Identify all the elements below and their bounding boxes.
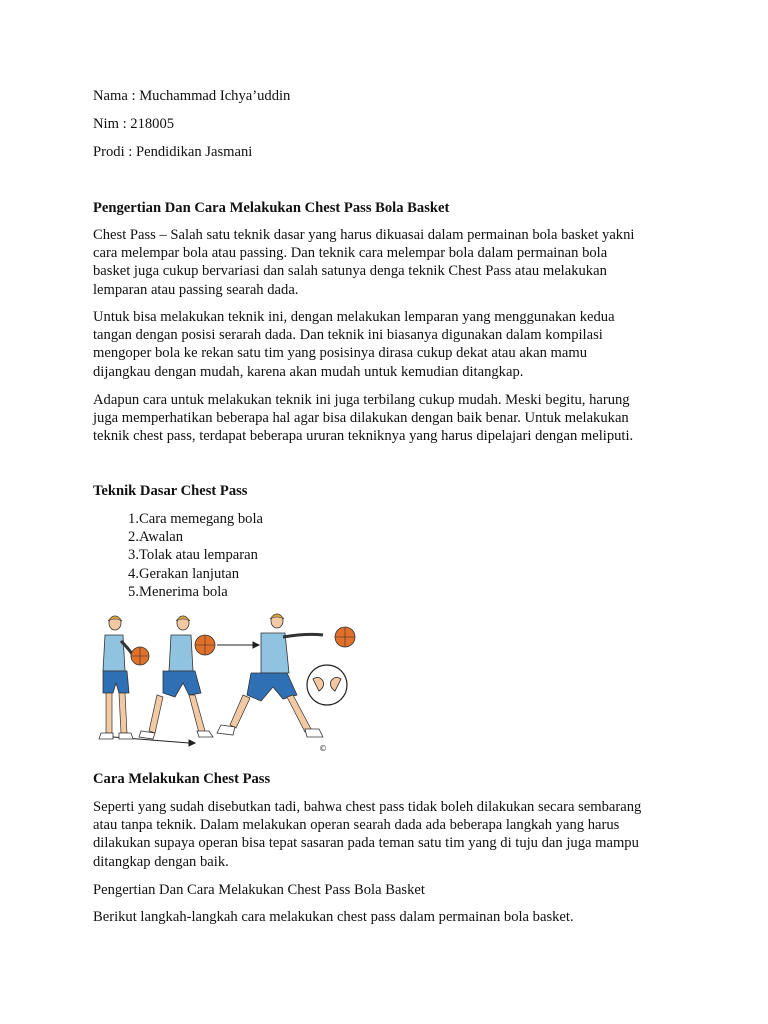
paragraph-line: Adapun cara untuk melakukan teknik ini juga terbilang cukup mudah. Meski begitu, harung bbox=[93, 392, 630, 408]
paragraph-technique-usage bbox=[93, 308, 683, 381]
paragraph-line: basket juga cukup bervariasi dan salah satunya denga teknik Chest Pass atau melakukan bbox=[93, 263, 607, 280]
paragraph-line: mengoper bola ke rekan satu tim yang posisinya dirasa cukup dekat atau akan mamu bbox=[93, 345, 588, 362]
paragraph-line: juga memperhatikan beberapa hal agar bisa dilakukan dengan baik benar. Untuk melakukan bbox=[93, 410, 629, 427]
list-item: 5.Menerima bola bbox=[128, 583, 228, 600]
paragraph-line: teknik chest pass, terdapat beberapa ururan tekniknya yang harus dipelajari dengan meliputi. bbox=[93, 428, 634, 445]
paragraph-line: lemparan atau passing searah dada. bbox=[93, 281, 299, 298]
paragraph-line: Chest Pass – Salah satu teknik dasar yang harus dikuasai dalam permainan bola basket yakni bbox=[93, 227, 635, 243]
paragraph-repeat-title: Pengertian Dan Cara Melakukan Chest Pass Bola Basket bbox=[93, 882, 425, 898]
study-program: Prodi : Pendidikan Jasmani bbox=[93, 144, 253, 160]
paragraph-line: ditangkap dengan baik. bbox=[93, 853, 229, 870]
hand-detail-icon bbox=[307, 665, 347, 705]
paragraph-line: Untuk bisa melakukan teknik ini, dengan melakukan lemparan yang menggunakan kedua bbox=[93, 309, 615, 325]
paragraph-line: dilakukan supaya operan bisa tepat sasaran pada teman satu tim yang di tuju dan juga mampu bbox=[93, 835, 639, 852]
paragraph-line: dijangkau dengan mudah, karena akan mudah untuk kemudian ditangkap. bbox=[93, 363, 524, 380]
list-item: 4.Gerakan lanjutan bbox=[128, 565, 240, 582]
player-figure-1 bbox=[99, 616, 149, 739]
technique-steps-list bbox=[93, 510, 263, 601]
section-title-pengertian: Pengertian Dan Cara Melakukan Chest Pass Bola Basket bbox=[93, 200, 450, 216]
list-item: 3.Tolak atau lemparan bbox=[128, 547, 258, 564]
paragraph-steps-intro bbox=[93, 798, 683, 871]
chest-pass-illustration bbox=[93, 609, 365, 761]
student-id: Nim : 218005 bbox=[93, 116, 175, 132]
paragraph-how-to bbox=[93, 391, 683, 446]
section-title-cara-melakukan: Cara Melakukan Chest Pass bbox=[93, 771, 271, 787]
paragraph-closing: Berikut langkah-langkah cara melakukan chest pass dalam permainan bola basket. bbox=[93, 909, 574, 925]
list-item: 2.Awalan bbox=[128, 529, 184, 546]
paragraph-line: Seperti yang sudah disebutkan tadi, bahwa chest pass tidak boleh dilakukan secara sembarang bbox=[93, 799, 642, 815]
student-name: Nama : Muchammad Ichya’uddin bbox=[93, 88, 291, 104]
paragraph-line: tangan dengan posisi serarah dada. Dan teknik ini biasanya digunakan dalam kompilasi bbox=[93, 327, 603, 344]
section-title-teknik-dasar: Teknik Dasar Chest Pass bbox=[93, 483, 248, 499]
paragraph-line: cara melempar bola atau passing. Dan teknik cara melempar bola dalam permainan bola bbox=[93, 245, 608, 262]
paragraph-line: atau tanpa teknik. Dalam melakukan operan searah dada ada beberapa langkah yang harus bbox=[93, 817, 620, 834]
player-figure-2 bbox=[139, 616, 215, 739]
copyright-mark: © bbox=[319, 744, 327, 753]
list-item: 1.Cara memegang bola bbox=[128, 511, 263, 527]
paragraph-chest-pass-intro bbox=[93, 226, 683, 299]
